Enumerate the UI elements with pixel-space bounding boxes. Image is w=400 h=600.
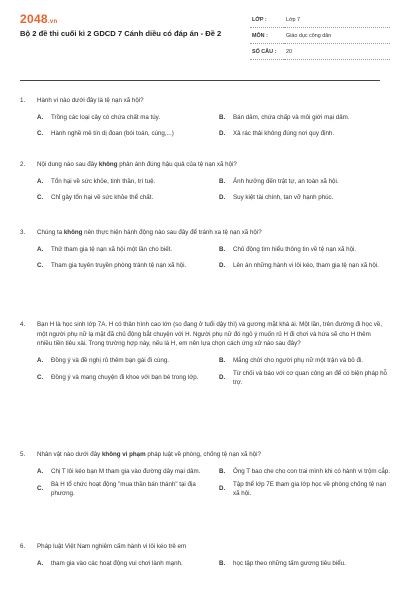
stem-keyword: không	[63, 229, 83, 236]
option-b[interactable]	[219, 174, 391, 190]
logo-suffix: .vn	[47, 19, 58, 25]
stem-post: phản ánh đúng hậu quả của tệ nạn xã hội?	[117, 161, 237, 168]
question-stem	[37, 160, 385, 170]
option-letter: A.	[37, 177, 44, 185]
question-4	[20, 320, 385, 388]
option-d[interactable]	[219, 258, 391, 274]
option-d[interactable]	[219, 126, 391, 142]
option-letter: C.	[37, 485, 44, 493]
option-b[interactable]	[219, 353, 391, 369]
option-text: Ảnh hưởng đến trật tự, an toàn xã hội.	[233, 177, 339, 185]
meta-key: MÔN :	[250, 28, 284, 44]
meta-row-subject	[250, 28, 390, 44]
meta-table	[250, 12, 390, 60]
option-text: Mắng chửi cho người phụ nữ một trận và bỏ đi.	[233, 356, 363, 364]
option-letter: B.	[219, 245, 226, 253]
option-letter: D.	[219, 261, 226, 269]
logo-text: 2048	[20, 12, 48, 26]
question-stem: Hành vi nào dưới đây là tệ nạn xã hội?	[37, 97, 144, 104]
meta-value: Giáo dục công dân	[284, 28, 390, 44]
site-logo[interactable]	[20, 12, 57, 26]
document-title: Bộ 2 đề thi cuối kì 2 GDCD 7 Cánh diều có đáp án - Đề 2	[20, 29, 222, 38]
question-number: 5.	[20, 451, 26, 458]
question-number: 4.	[20, 321, 26, 328]
option-b[interactable]	[219, 556, 391, 572]
option-text: Suy kiệt tài chính, tan vỡ hạnh phúc.	[233, 193, 334, 201]
option-text: Tham gia tuyên truyền phòng tránh tệ nạn xã hội.	[51, 261, 187, 269]
option-text: Xả rác thải không đúng nơi quy định.	[233, 129, 335, 137]
option-letter: D.	[219, 193, 226, 201]
question-number: 6.	[20, 543, 26, 550]
option-letter: D.	[219, 129, 226, 137]
question-stem: Bạn H là học sinh lớp 7A. H có thân hình cao lớn (so đang ở tuổi dậy thì) và gương mặt khá ái. Một lần, trên đường đi học về, một người phụ nữ lạ mặt đã chủ động bắt chuyện với H. Người phụ nữ đó ngỏ ý muốn rủ H đi chơi và hứa sẽ cho H thêm nhiều tiền tiêu xài. Trong trường hợp này, nếu là H, em nên lựa chọn cách ứng xử nào sau đây?	[37, 321, 383, 347]
option-c[interactable]	[37, 480, 209, 499]
question-stem	[37, 228, 385, 238]
meta-row-count	[250, 44, 390, 60]
option-text: Tập thể lớp 7E tham gia lớp học về phòng chống tệ nạn xã hội.	[233, 480, 387, 497]
option-letter: C.	[37, 261, 44, 269]
option-a[interactable]	[37, 174, 209, 190]
option-c[interactable]	[37, 190, 209, 206]
option-c[interactable]	[37, 126, 209, 142]
option-letter: B.	[219, 177, 226, 185]
option-letter: B.	[219, 356, 226, 364]
stem-pre: Chúng ta	[37, 229, 64, 236]
option-text: học tập theo những tấm gương tiêu biểu.	[233, 559, 346, 567]
option-text: Chỉ gây tổn hại về sức khỏe thể chất.	[51, 193, 154, 201]
question-stem	[37, 450, 385, 460]
stem-post: pháp luật về phòng, chống tệ nạn xã hội?	[145, 451, 261, 458]
meta-key: LỚP :	[250, 12, 284, 28]
option-text: Bán dâm, chứa chấp và môi giới mại dâm.	[233, 113, 350, 121]
question-number: 1.	[20, 97, 26, 104]
header-divider	[20, 80, 380, 81]
option-b[interactable]	[219, 464, 391, 480]
option-text: Đồng ý và đề nghị rủ thêm bạn gái đi cùng.	[51, 356, 169, 364]
option-letter: C.	[37, 193, 44, 201]
option-a[interactable]	[37, 242, 209, 258]
option-letter: A.	[37, 113, 44, 121]
option-text: Ông T bao che cho con trai mình khi có hành vi trộm cắp.	[233, 467, 390, 475]
question-1	[20, 96, 385, 142]
option-letter: C.	[37, 374, 44, 382]
option-text: Từ chối và báo với cơ quan công an để có biện pháp hỗ trợ.	[233, 369, 387, 386]
option-text: Hành nghề mê tín dị đoan (bói toán, cúng,...)	[51, 129, 174, 137]
question-number: 2.	[20, 161, 26, 168]
question-2	[20, 160, 385, 206]
option-d[interactable]	[219, 190, 391, 206]
option-text: Chủ động tìm hiểu thông tin về tệ nạn xã hội.	[233, 245, 357, 253]
option-letter: A.	[37, 559, 44, 567]
question-3	[20, 228, 385, 274]
document-header	[0, 0, 400, 70]
option-text: Chị T lôi kéo bạn M tham gia vào đường dây mại dâm.	[51, 467, 201, 475]
meta-value: Lớp 7	[284, 12, 390, 28]
option-a[interactable]	[37, 353, 209, 369]
question-6	[20, 542, 385, 572]
option-a[interactable]	[37, 556, 209, 572]
option-letter: A.	[37, 356, 44, 364]
stem-keyword: không	[98, 161, 118, 168]
option-text: Lên án những hành vi lôi kéo, tham gia tệ nạn xã hội.	[233, 261, 379, 269]
option-text: tham gia vào các hoạt động vui chơi lành mạnh.	[51, 559, 183, 567]
meta-row-class	[250, 12, 390, 28]
option-letter: B.	[219, 113, 226, 121]
stem-pre: Nội dung nào sau đây	[37, 161, 99, 168]
option-c[interactable]	[37, 258, 209, 274]
option-letter: D.	[219, 485, 226, 493]
option-a[interactable]	[37, 110, 209, 126]
stem-keyword: không vi phạm	[101, 451, 146, 458]
option-b[interactable]	[219, 242, 391, 258]
option-b[interactable]	[219, 110, 391, 126]
option-text: Thử tham gia tệ nạn xã hội một lần cho biết.	[51, 245, 173, 253]
meta-value: 20	[284, 44, 390, 60]
option-letter: B.	[219, 467, 226, 475]
meta-key: SỐ CÂU :	[250, 44, 284, 60]
option-c[interactable]	[37, 369, 209, 388]
option-letter: C.	[37, 129, 44, 137]
question-number: 3.	[20, 229, 26, 236]
option-text: Trồng các loại cây có chứa chất ma túy.	[51, 113, 161, 121]
option-text: Đồng ý và mang chuyện đi khoe với bạn bè trong lớp.	[51, 374, 199, 382]
question-5	[20, 450, 390, 499]
option-text: Bà H tổ chức hoạt động "mua thần bán thánh" tại địa phương.	[51, 480, 196, 497]
option-letter: A.	[37, 467, 44, 475]
option-d[interactable]	[219, 369, 391, 388]
option-text: Tổn hại về sức khỏe, tinh thần, trí tuệ.	[51, 177, 156, 185]
stem-pre: Nhân vật nào dưới đây	[37, 451, 102, 458]
option-a[interactable]	[37, 464, 209, 480]
option-letter: D.	[219, 374, 226, 382]
option-letter: A.	[37, 245, 44, 253]
option-letter: B.	[219, 559, 226, 567]
option-d[interactable]	[219, 480, 391, 499]
stem-post: nên thực hiện hành động nào sau đây để tránh xa tệ nạn xã hội?	[82, 229, 262, 236]
question-stem: Pháp luật Việt Nam nghiêm cấm hành vi lôi kéo trẻ em	[37, 543, 187, 550]
